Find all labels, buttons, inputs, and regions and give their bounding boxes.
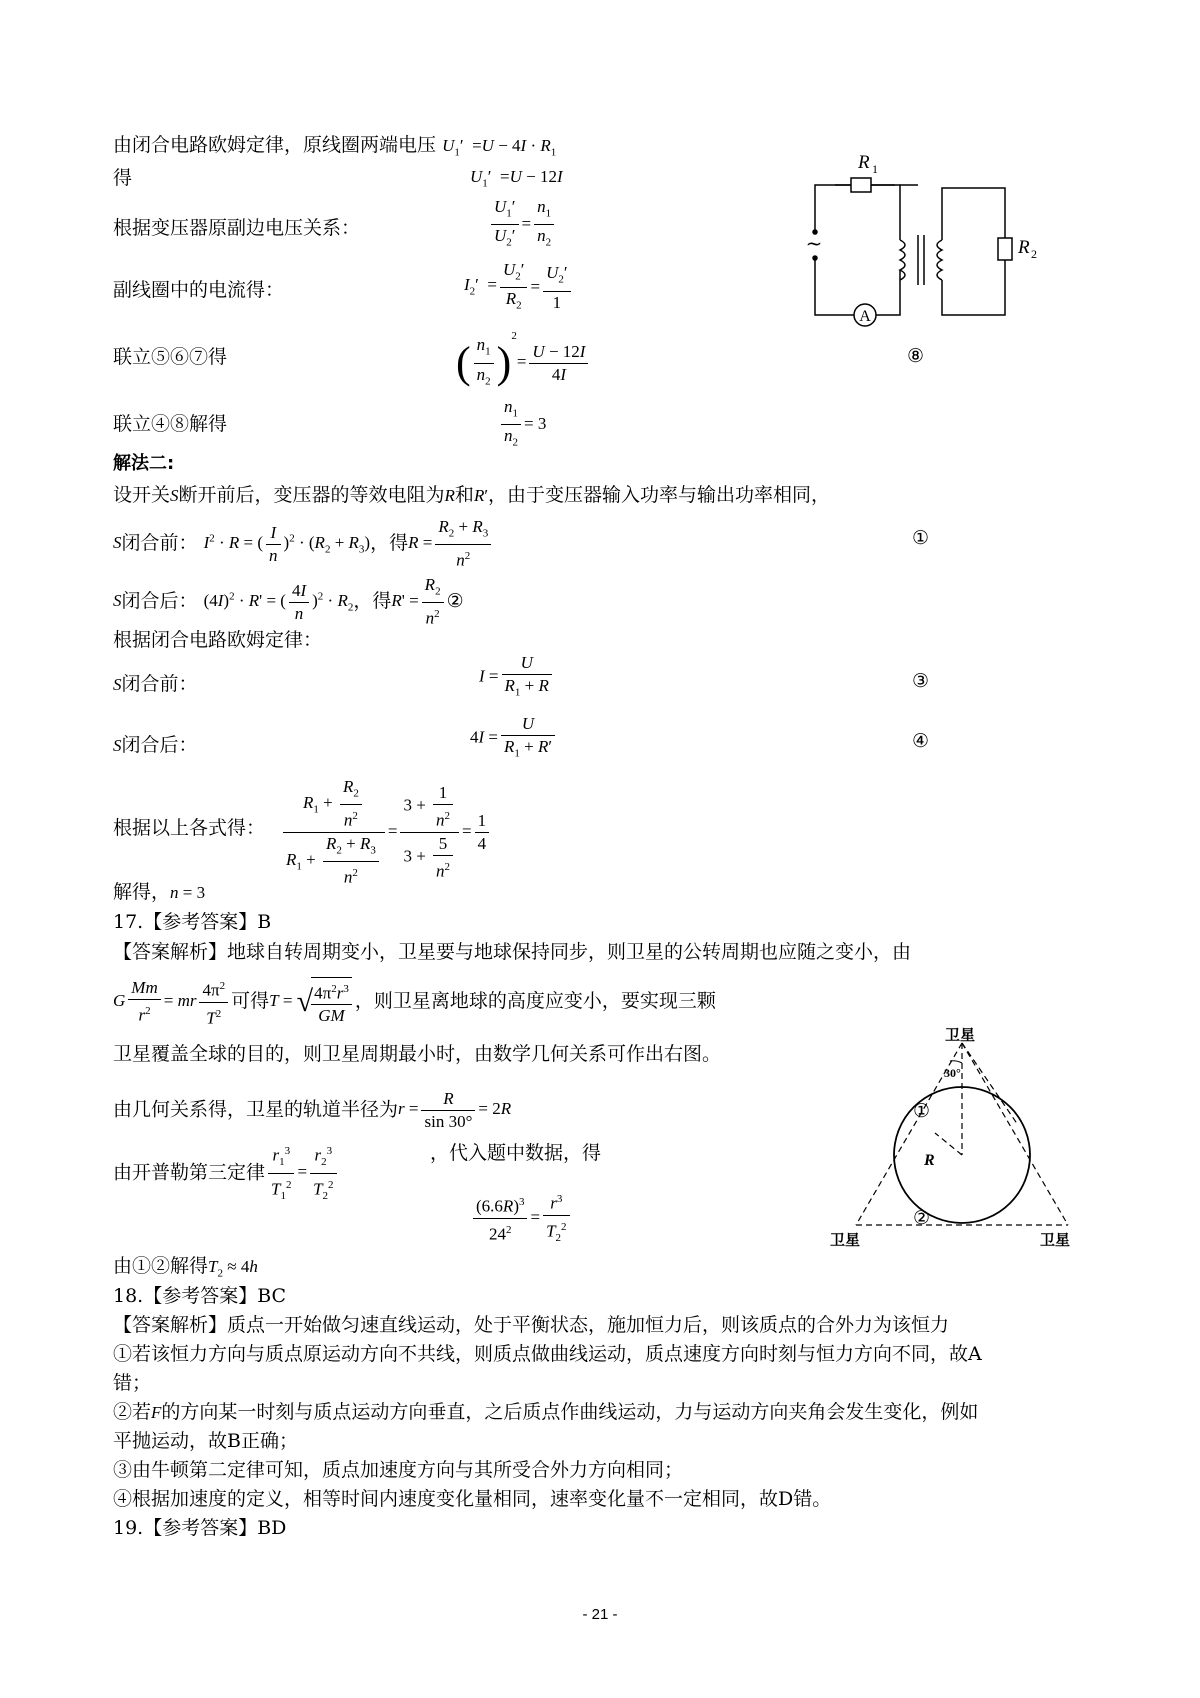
- text-line: 得: [113, 167, 133, 189]
- eq-mark: ④: [912, 730, 930, 752]
- equation: $I_2'$ = $\frac{U_2'}{R_2}$ = $\frac{U_2'}{1}$: [464, 259, 574, 317]
- text-line: 【答案解析】质点一开始做匀速直线运动，处于平衡状态，施加恒力后，则该质点的合外力为该恒力: [113, 1314, 950, 1336]
- equation: 4I = $\frac{U}{R_1 + R'}$: [470, 713, 558, 764]
- text-line: 错；: [113, 1372, 152, 1394]
- label-satellite-left: 卫星: [830, 1231, 861, 1249]
- text-line: ，代入题中数据，得: [430, 1142, 602, 1164]
- equation-line: G $\frac{Mm}{r^2}$ = mr $\frac{4\pi^2}{T^2}$ 可得T = √ $\frac{4\pi^2r^3}{GM}$ ，则卫星离地球的高度应变小，要实现三颗: [113, 975, 716, 1029]
- equation-line: S闭合前： $I^2 \cdot R$ = ( $\frac{I}{n}$ )$^2 \cdot (R_2 + R_3)$，得R = $\frac{R_2 + R_3}{n^2}$: [113, 516, 494, 572]
- text-line: 设开关S断开前后，变压器的等效电阻为R和R′，由于变压器输入功率与输出功率相同，: [113, 484, 831, 506]
- eq-mark: ①: [912, 527, 930, 549]
- eq-mark: ③: [912, 670, 930, 692]
- answer-heading: 17.【参考答案】B: [113, 911, 272, 933]
- text-line: 根据以上各式得：: [113, 817, 266, 839]
- text-line: ②若F的方向某一时刻与质点运动方向垂直，之后质点作曲线运动，力与运动方向夹角会发生变化，例如: [113, 1401, 979, 1423]
- text-line: ①若该恒力方向与质点原运动方向不共线，则质点做曲线运动，质点速度方向时刻与恒力方向不同，故A: [113, 1343, 982, 1365]
- ammeter-icon: A: [859, 308, 871, 325]
- text-line: 卫星覆盖全球的目的，则卫星周期最小时，由数学几何关系可作出右图。: [113, 1043, 722, 1065]
- equation: $U_1' =U - 12I$: [470, 167, 563, 190]
- text-line: 根据变压器原副边电压关系：: [113, 217, 361, 239]
- answer-heading: 18.【参考答案】BC: [113, 1285, 287, 1307]
- satellite-geometry-figure: [820, 1025, 1090, 1249]
- eq-mark: ②: [913, 1207, 931, 1229]
- equation-line: S闭合后： $(4I)^2 \cdot R'$ = ( $\frac{4I}{n}$ )$^2 \cdot R_2$，得R' = $\frac{R_2}{n^2}$ ②: [113, 575, 464, 629]
- label-angle: 30°: [944, 1066, 961, 1080]
- section-title: 解法二:: [113, 453, 175, 474]
- label-satellite-right: 卫星: [1040, 1231, 1071, 1249]
- label-satellite-top: 卫星: [945, 1026, 976, 1044]
- text-line: ④根据加速度的定义，相等时间内速度变化量相同，速率变化量不一定相同，故D错。: [113, 1488, 832, 1510]
- equation: $\frac{n_1}{n_2}$ = 3: [498, 396, 546, 454]
- text-line: S闭合前：: [113, 673, 198, 695]
- label-r2-sub: 2: [1031, 247, 1037, 261]
- text-line: 联立④⑧解得: [113, 413, 228, 435]
- text-line: 由①②解得$T_2 \approx 4h$: [113, 1255, 258, 1280]
- text-line: 【答案解析】地球自转周期变小，卫星要与地球保持同步，则卫星的公转周期也应随之变小，由: [113, 941, 912, 963]
- equation: $R_1$ + $\frac{R_2}{n^2}$ $R_1$ + $\frac{R_2 + R_3}{n^2}$ = 3 + $\frac{1}{n^2}$ 3 + $\frac{5}{n^2}$ = $\frac{1}{4}$: [280, 776, 492, 889]
- text-line: 副线圈中的电流得：: [113, 279, 285, 301]
- equation: ( $\frac{n_1}{n_2}$ )$^2$= $\frac{U - 12I}{4I}$: [456, 326, 591, 392]
- label-r2: R: [1018, 237, 1030, 258]
- equation-line: 由几何关系得，卫星的轨道半径为r = $\frac{R}{\sin 30^\circ}$ = 2R: [113, 1089, 512, 1131]
- label-r1: R: [858, 152, 870, 173]
- text-line: S闭合后：: [113, 734, 198, 756]
- text-line: 解得，n = 3: [113, 881, 206, 903]
- equation: $\frac{(6.6R)^3}{24^2}$ = $\frac{r^3}{T_2^2}$: [470, 1188, 573, 1249]
- text-line: 根据闭合电路欧姆定律：: [113, 629, 323, 651]
- transformer-circuit-figure: [800, 140, 1037, 340]
- text-line: 联立⑤⑥⑦得: [113, 346, 228, 368]
- equation-line: 由开普勒第三定律 $\frac{r_1^3}{T_1^2}$ = $\frac{r_2^3}{T_2^2}$: [113, 1140, 340, 1207]
- equation: I = $\frac{U}{R_1 + R}$: [479, 652, 555, 703]
- equation: $\frac{U_1'}{U_2'}$ = $\frac{n_1}{n_2}$: [488, 196, 557, 254]
- answer-heading: 19.【参考答案】BD: [113, 1517, 287, 1539]
- ac-source-icon: ~: [805, 231, 823, 255]
- eq-mark: ⑧: [907, 345, 925, 367]
- text-line: 平抛运动，故B正确；: [113, 1430, 298, 1452]
- eq-mark: ①: [913, 1100, 931, 1122]
- label-radius: R: [924, 1152, 935, 1169]
- label-r1-sub: 1: [872, 162, 878, 176]
- text-line: 由闭合电路欧姆定律，原线圈两端电压 $U_1' =U - 4I \cdot R_1$: [113, 134, 557, 159]
- page-number: - 21 -: [582, 1606, 618, 1623]
- text-line: ③由牛顿第二定律可知，质点加速度方向与其所受合外力方向相同；: [113, 1459, 684, 1481]
